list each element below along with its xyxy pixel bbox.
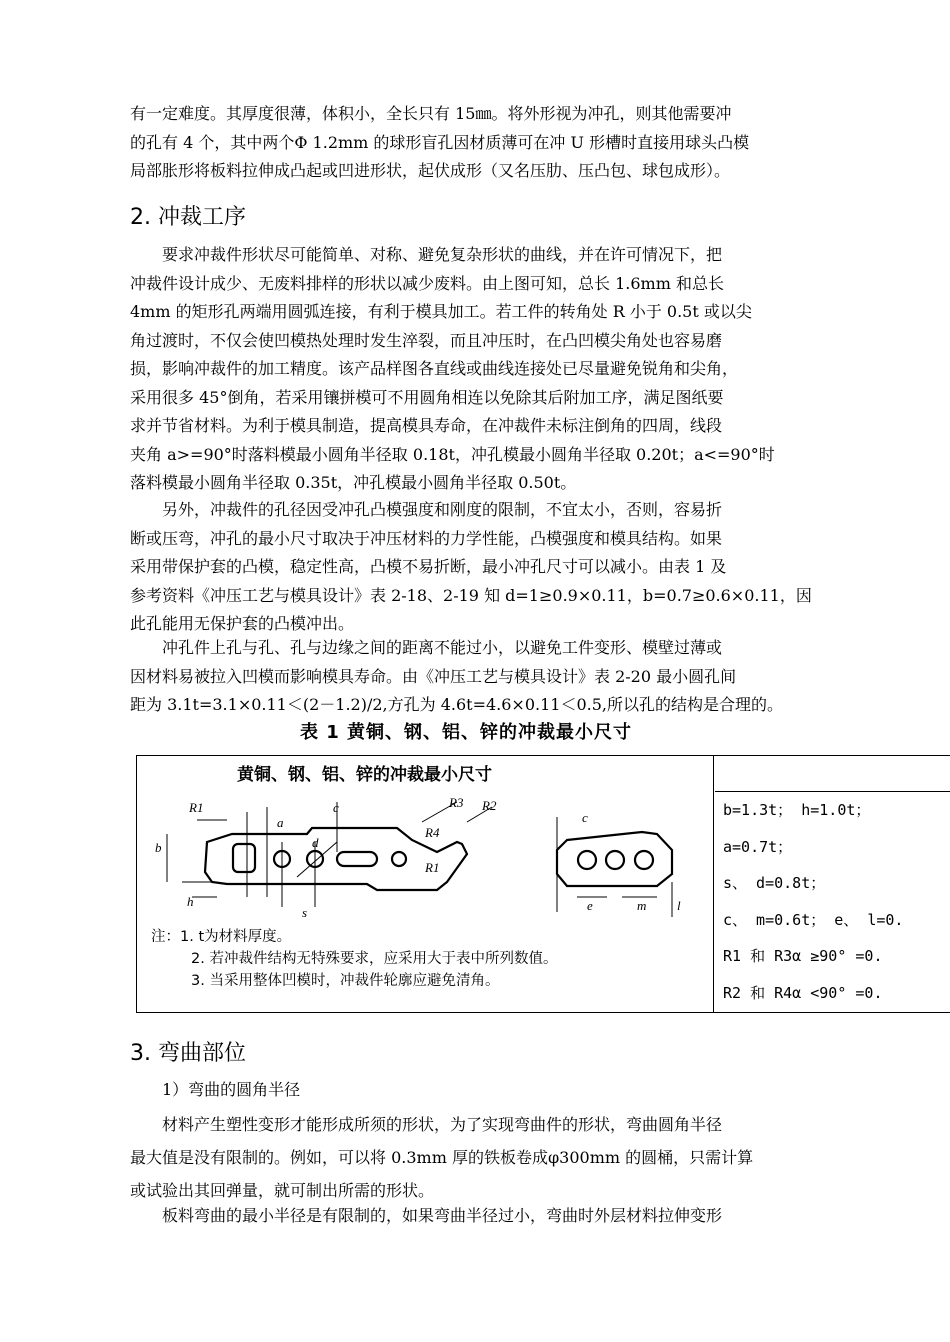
value-row: R1 和 R3α ≥90° =0. <box>723 947 883 965</box>
figure-title: 黄铜、钢、铝、锌的冲裁最小尺寸 <box>237 765 492 785</box>
punching-dimension-drawing <box>137 782 711 927</box>
note-line: 2. 若冲裁件结构无特殊要求，应采用大于表中所列数值。 <box>191 951 558 967</box>
section-heading: 3. 弯曲部位 <box>130 1041 246 1066</box>
section2-paragraph-2 <box>130 496 850 639</box>
section-heading: 2. 冲裁工序 <box>130 205 246 230</box>
value-row: s、 d=0.8t； <box>723 874 826 892</box>
text-line: 此孔能用无保护套的凸模冲出。 <box>130 614 355 633</box>
text-line: 最大值是没有限制的。例如，可以将 0.3mm 厚的铁板卷成φ300mm 的圆桶，只需计算 <box>130 1148 754 1167</box>
text-line: 采用带保护套的凸模，稳定性高，凸模不易折断，最小冲孔尺寸可以减小。由表 1 及 <box>130 557 727 576</box>
text-line: 有一定难度。其厚度很薄，体积小，全长只有 15㎜。将外形视为冲孔，则其他需要冲 <box>130 104 732 123</box>
table-notes <box>151 926 557 992</box>
text-line: 1）弯曲的圆角半径 <box>162 1080 301 1099</box>
text-line: 夹角 a>=90°时落料模最小圆角半径取 0.18t，冲孔模最小圆角半径取 0.20t；a<=90°时 <box>130 444 775 464</box>
dim-label-a: a <box>277 815 284 830</box>
text-line: 求并节省材料。为利于模具制造，提高模具寿命，在冲裁件未标注倒角的四周，线段 <box>130 416 723 435</box>
dim-label-c-right: c <box>582 810 588 825</box>
text-line: 板料弯曲的最小半径是有限制的，如果弯曲半径过小，弯曲时外层材料拉伸变形 <box>162 1206 723 1225</box>
text-line: 因材料易被拉入凹模而影响模具寿命。由《冲压工艺与模具设计》表 2-20 最小圆孔间 <box>130 666 737 686</box>
text-line: 距为 3.1t=3.1×0.11＜(2－1.2)/2,方孔为 4.6t=4.6×0.11＜0.5,所以孔的结构是合理的。 <box>130 695 783 714</box>
text-line: 参考资料《冲压工艺与模具设计》表 2-18、2-19 知 d=1≥0.9×0.11，b=0.7≥0.6×0.11，因 <box>130 585 812 605</box>
section3-paragraph-1 <box>130 1108 850 1207</box>
dim-label-b: b <box>155 840 162 855</box>
text-line: 或试验出其回弹量，就可制出所需的形状。 <box>130 1181 435 1200</box>
dim-label-r4: R4 <box>425 825 440 840</box>
value-row: R2 和 R4α <90° =0. <box>723 983 883 1002</box>
value-row: c、 m=0.6t； e、 l=0. <box>723 910 904 929</box>
intro-paragraph <box>130 100 850 186</box>
section3-paragraph-2 <box>130 1202 850 1231</box>
note-line: 3. 当采用整体凹模时，冲裁件轮廓应避免清角。 <box>191 973 500 989</box>
dim-label-m: m <box>637 898 647 913</box>
text-line: 采用很多 45°倒角，若采用镶拼模可不用圆角相连以免除其后附加工序，满足图纸要 <box>130 387 724 407</box>
text-line: 的孔有 4 个，其中两个Φ 1.2mm 的球形盲孔因材质薄可在冲 U 形槽时直接用球头凸模 <box>130 132 750 152</box>
value-row: b=1.3t； h=1.0t； <box>723 801 871 819</box>
section2-paragraph-3 <box>130 634 850 720</box>
dim-label-d: d <box>312 835 319 850</box>
table-header-empty <box>715 756 950 792</box>
dim-label-c: c <box>333 800 339 815</box>
text-line: 冲孔件上孔与孔、孔与边缘之间的距离不能过小，以避免工件变形、模壁过薄或 <box>162 638 723 657</box>
text-line: 材料产生塑性变形才能形成所须的形状，为了实现弯曲件的形状，弯曲圆角半径 <box>162 1115 723 1134</box>
text-line: 断或压弯，冲孔的最小尺寸取决于冲压材料的力学性能，凸模强度和模具结构。如果 <box>130 528 723 548</box>
table-figure-cell <box>137 756 714 1012</box>
dim-label-r1: R1 <box>189 800 204 815</box>
text-line: 局部胀形将板料拉伸成凸起或凹进形状，起伏成形（又名压肋、压凸包、球包成形）。 <box>130 161 731 180</box>
dim-label-h: h <box>187 894 194 909</box>
subsection-heading <box>130 1076 850 1105</box>
dim-label-l: l <box>677 898 681 913</box>
table-1 <box>136 755 950 1013</box>
text-line: 冲裁件设计成少、无废料排样的形状以减少废料。由上图可知，总长 1.6mm 和总长 <box>130 273 724 293</box>
text-line: 角过渡时，不仅会使凹模热处理时发生淬裂，而且冲压时，在凸凹模尖角处也容易磨 <box>130 330 723 350</box>
section2-paragraph-1 <box>130 241 850 498</box>
text-line: 要求冲裁件形状尽可能简单、对称、避免复杂形状的曲线，并在许可情况下，把 <box>162 245 723 264</box>
text-line: 另外，冲裁件的孔径因受冲孔凸模强度和刚度的限制，不宜太小，否则，容易折 <box>162 500 723 519</box>
table-caption: 表 1 黄铜、钢、铝、锌的冲裁最小尺寸 <box>300 722 633 743</box>
text-line: 损，影响冲裁件的加工精度。该产品样图各直线或曲线连接处已尽量避免锐角和尖角， <box>130 359 739 378</box>
text-line: 4mm 的矩形孔两端用圆弧连接，有利于模具加工。若工件的转角处 R 小于 0.5t 或以尖 <box>130 302 752 321</box>
dim-label-r3: R3 <box>449 795 464 810</box>
table-values-cell <box>715 756 950 1012</box>
text-line: 落料模最小圆角半径取 0.35t，冲孔模最小圆角半径取 0.50t。 <box>130 473 577 492</box>
dim-label-s: s <box>302 905 308 920</box>
dim-label-e: e <box>587 898 593 913</box>
dim-label-r2: R2 <box>482 798 497 813</box>
note-line: 注：1. t为材料厚度。 <box>151 929 292 945</box>
dim-label-r1-lower: R1 <box>425 860 440 875</box>
value-row: a=0.7t； <box>723 837 793 856</box>
